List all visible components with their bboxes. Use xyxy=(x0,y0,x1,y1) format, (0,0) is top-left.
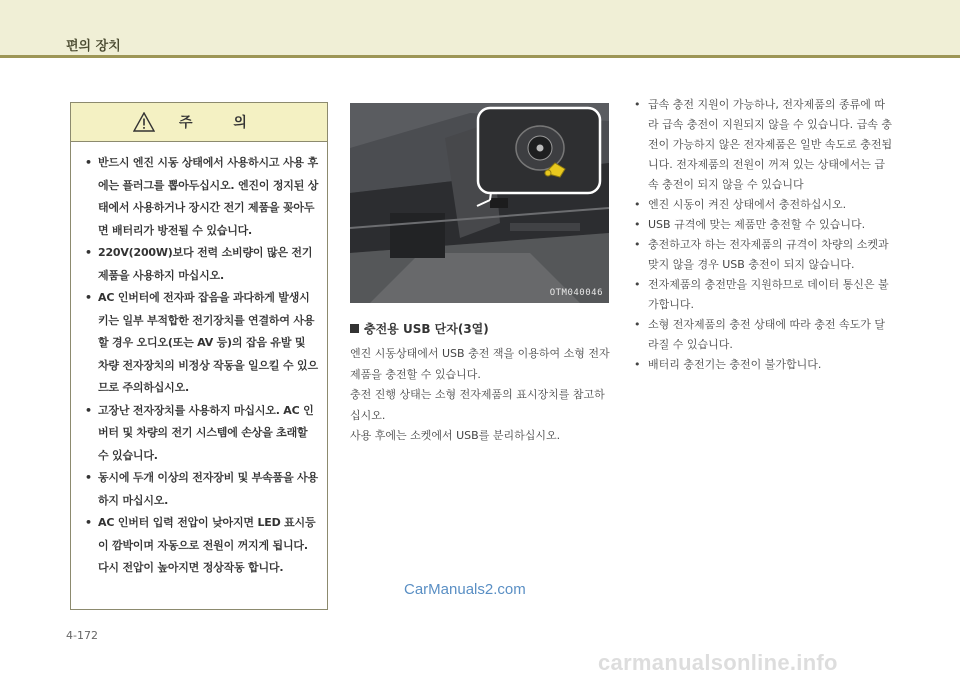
usb-section-body xyxy=(350,344,612,447)
usb-port-photo xyxy=(350,103,609,303)
heading-square-icon xyxy=(350,324,359,333)
caution-item: • 고장난 전자장치를 사용하지 마십시오. AC 인버터 및 차량의 전기 시스템에 손상을 초래할 수 있습니다. xyxy=(83,400,319,468)
usb-note-item: • 엔진 시동이 켜진 상태에서 충전하십시오. xyxy=(633,195,895,215)
header-band xyxy=(0,0,960,55)
usb-section-heading xyxy=(350,320,489,337)
caution-title: 주 의 xyxy=(179,115,265,131)
usb-notes-list xyxy=(633,95,895,375)
warning-triangle-icon xyxy=(133,112,155,132)
caution-box xyxy=(70,102,328,610)
caution-item: • AC 인버터 입력 전압이 낮아지면 LED 표시등이 깜박이며 자동으로 전원이 꺼지게 됩니다. 다시 전압이 높아지면 정상작동 합니다. xyxy=(83,512,319,580)
caution-list xyxy=(71,142,327,580)
usb-note-item: • 충전하고자 하는 전자제품의 규격이 차량의 소켓과 맞지 않을 경우 USB 충전이 되지 않습니다. xyxy=(633,235,895,275)
header-divider xyxy=(0,55,960,58)
caution-item: • 동시에 두개 이상의 전자장비 및 부속품을 사용하지 마십시오. xyxy=(83,467,319,512)
caution-item: • 반드시 엔진 시동 상태에서 사용하시고 사용 후에는 플러그를 뽑아두십시오. 엔진이 정지된 상태에서 사용하거나 장시간 전기 제품을 꽂아두면 배터리가 방전될 수 있습니다. xyxy=(83,152,319,242)
caution-item: • AC 인버터에 전자파 잡음을 과다하게 발생시키는 일부 부적합한 전기장치를 연결하여 사용할 경우 오디오(또는 AV 등)의 잡음 유발 및 차량 전자장치의 비정상 작동을 일으킬 수 있으므로 주의하십시오. xyxy=(83,287,319,400)
photo-code: OTM040046 xyxy=(549,288,603,298)
footer-watermark: carmanualsonline.info xyxy=(598,650,838,675)
usb-paragraph: 충전 진행 상태는 소형 전자제품의 표시장치를 참고하십시오. xyxy=(350,388,605,422)
watermark-link[interactable]: CarManuals2.com xyxy=(404,581,526,598)
usb-note-item: • 소형 전자제품의 충전 상태에 따라 충전 속도가 달라질 수 있습니다. xyxy=(633,315,895,355)
section-title: 편의 장치 xyxy=(66,39,121,54)
usb-note-item: • 전자제품의 충전만을 지원하므로 데이터 통신은 불가합니다. xyxy=(633,275,895,315)
caution-item: • 220V(200W)보다 전력 소비량이 많은 전기제품을 사용하지 마십시오. xyxy=(83,242,319,287)
page-number: 4-172 xyxy=(66,629,98,642)
usb-note-item: • 급속 충전 지원이 가능하나, 전자제품의 종류에 따라 급속 충전이 지원되지 않을 수 있습니다. 급속 충전이 가능하지 않은 전자제품은 일반 속도로 충전됩니다. 전자제품의 전원이 꺼져 있는 상태에서는 급속 충전이 되지 않을 수 있습니다 xyxy=(633,95,895,195)
usb-heading-text: 충전용 USB 단자(3열) xyxy=(364,322,489,336)
caution-header xyxy=(71,103,327,142)
usb-paragraph: 엔진 시동상태에서 USB 충전 잭을 이용하여 소형 전자제품을 충전할 수 있습니다. xyxy=(350,347,610,381)
usb-note-item: • USB 규격에 맞는 제품만 충전할 수 있습니다. xyxy=(633,215,895,235)
usb-note-item: • 배터리 충전기는 충전이 불가합니다. xyxy=(633,355,895,375)
usb-paragraph: 사용 후에는 소켓에서 USB를 분리하십시오. xyxy=(350,429,561,442)
